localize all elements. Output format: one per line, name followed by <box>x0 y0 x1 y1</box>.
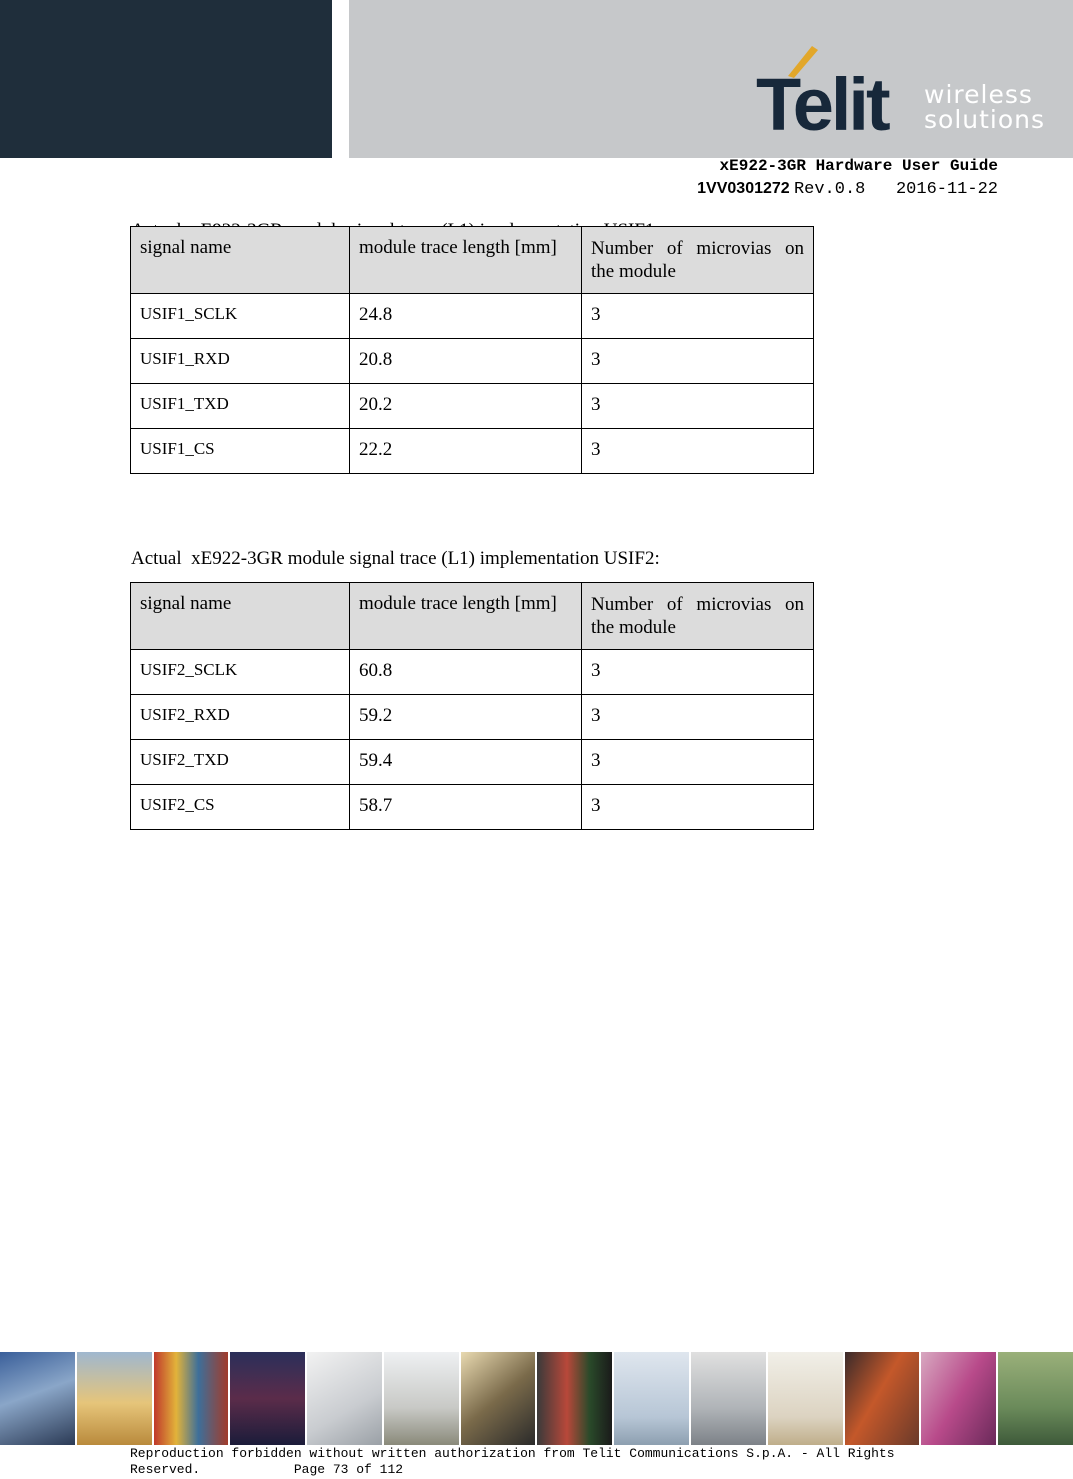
trace-length-cell: 20.2 <box>350 384 582 429</box>
wind-turbines-photo <box>614 1352 689 1445</box>
utility-meter-photo <box>691 1352 766 1445</box>
header-cell-signal-name: signal name <box>131 583 350 650</box>
signal-name-cell: USIF2_SCLK <box>131 650 350 695</box>
vending-machine-photo <box>537 1352 612 1445</box>
printing-press-photo <box>921 1352 996 1445</box>
trace-length-cell: 22.2 <box>350 429 582 474</box>
table-row <box>131 384 814 429</box>
microvias-cell: 3 <box>582 339 814 384</box>
table-row <box>131 339 814 384</box>
footer-photo-strip <box>0 1352 1073 1445</box>
table-row <box>131 695 814 740</box>
signal-name-cell: USIF1_SCLK <box>131 294 350 339</box>
shipping-containers-photo <box>154 1352 229 1445</box>
microvias-cell: 3 <box>582 695 814 740</box>
document-revision: Rev.0.8 <box>793 180 866 199</box>
table-header-row <box>131 227 814 294</box>
footer-notice <box>130 1446 1010 1478</box>
signal-name-cell: USIF1_RXD <box>131 339 350 384</box>
microvias-cell: 3 <box>582 740 814 785</box>
footer-copyright-line2: Reserved. <box>130 1462 201 1477</box>
signal-name-cell: USIF2_CS <box>131 785 350 830</box>
microvias-cell: 3 <box>582 650 814 695</box>
microvias-cell: 3 <box>582 429 814 474</box>
document-meta <box>697 178 998 199</box>
header-cell-microvias: Number of microvias on the module <box>582 583 814 650</box>
keyboard-photo <box>307 1352 382 1445</box>
signal-name-cell: USIF2_RXD <box>131 695 350 740</box>
logo-tagline-line1: wireless <box>924 80 1033 109</box>
train-photo <box>845 1352 920 1445</box>
departure-board-photo <box>230 1352 305 1445</box>
traffic-photo <box>0 1352 75 1445</box>
usif2-caption: Actual xE922-3GR module signal trace (L1) implementation USIF2: <box>131 548 660 569</box>
usif2-table <box>130 582 814 830</box>
logo-tagline <box>924 82 1045 132</box>
trace-length-cell: 24.8 <box>350 294 582 339</box>
telit-logo <box>752 42 1052 146</box>
table-row <box>131 429 814 474</box>
signal-name-cell: USIF1_CS <box>131 429 350 474</box>
cyclist-photo <box>384 1352 459 1445</box>
trace-length-cell: 59.4 <box>350 740 582 785</box>
card-reader-photo <box>461 1352 536 1445</box>
logo-wordmark: Telit <box>756 63 888 146</box>
table-row <box>131 740 814 785</box>
page-number: Page 73 of 112 <box>293 1462 404 1477</box>
power-lines-photo <box>768 1352 843 1445</box>
table-row <box>131 650 814 695</box>
header-cell-trace-length: module trace length [mm] <box>350 227 582 294</box>
table-header-row <box>131 583 814 650</box>
microvias-cell: 3 <box>582 384 814 429</box>
phone-booth-photo <box>77 1352 152 1445</box>
microvias-cell: 3 <box>582 785 814 830</box>
trace-length-cell: 60.8 <box>350 650 582 695</box>
trace-length-cell: 59.2 <box>350 695 582 740</box>
signal-name-cell: USIF2_TXD <box>131 740 350 785</box>
microvias-cell: 3 <box>582 294 814 339</box>
trace-length-cell: 58.7 <box>350 785 582 830</box>
footer-copyright-line1: Reproduction forbidden without written authorization from Telit Communications S.p.A. - All Rights <box>130 1446 895 1461</box>
header-cell-signal-name: signal name <box>131 227 350 294</box>
header-dark-block <box>0 0 332 158</box>
trace-length-cell: 20.8 <box>350 339 582 384</box>
table-row <box>131 785 814 830</box>
table-row <box>131 294 814 339</box>
security-camera-photo <box>998 1352 1073 1445</box>
usif1-table <box>130 226 814 474</box>
document-date: 2016-11-22 <box>895 180 998 199</box>
signal-name-cell: USIF1_TXD <box>131 384 350 429</box>
logo-tagline-line2: solutions <box>924 105 1046 134</box>
header-cell-microvias: Number of microvias on the module <box>582 227 814 294</box>
document-title: xE922-3GR Hardware User Guide <box>719 157 998 175</box>
document-number: 1VV0301272 <box>697 180 790 197</box>
header-cell-trace-length: module trace length [mm] <box>350 583 582 650</box>
